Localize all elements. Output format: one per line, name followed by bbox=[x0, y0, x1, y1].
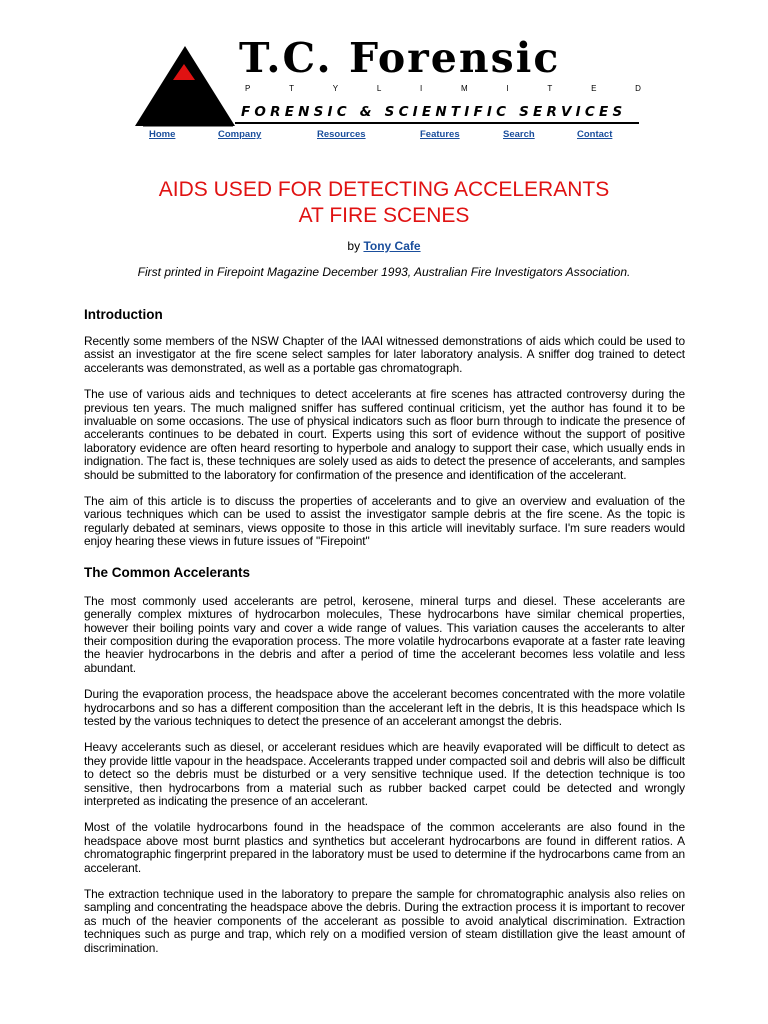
brand-pty-letter: P bbox=[245, 84, 251, 93]
publication-note: First printed in Firepoint Magazine December 1993, Australian Fire Investigators Association. bbox=[137, 265, 631, 279]
brand-pty-letter: M bbox=[461, 84, 468, 93]
byline-prefix: by bbox=[347, 239, 361, 253]
article-title bbox=[0, 177, 768, 229]
brand-pty-letter: T bbox=[547, 84, 553, 93]
paragraph: The use of various aids and techniques to detect accelerants at fire scenes has attracted controversy during the previous ten years. The much maligned sniffer has suffered continual criticism, yet the author has found it to be invaluable on some occasions. The use of physical indicators such as floor burn through to indicate the presence of accelerants continues to be debated in court. Experts using this sort of evidence without the support of positive laboratory evidence are often heard resorting to hyperbole and analogy to support their case, which usually ends in indignation. The fact is, these techniques are solely used as aids to detect the presence of accelerants, and samples should be submitted to the laboratory for confirmation of the presence and identification of the accelerant. bbox=[84, 387, 685, 482]
article-title-line1: AIDS USED FOR DETECTING ACCELERANTS bbox=[158, 178, 610, 201]
brand-pty-letter: T bbox=[289, 84, 294, 93]
paragraph: The aim of this article is to discuss the properties of accelerants and to give an overview and evaluation of the various techniques which can be used to assist the investigator sample debris at the fire scene. As the topic is regularly debated at seminars, views opposite to those in this article will inevitably surface. I'm sure readers would enjoy hearing these views in future issues of "Firepoint" bbox=[84, 494, 685, 549]
paragraph: The most commonly used accelerants are petrol, kerosene, mineral turps and diesel. These accelerants are generally complex mixtures of hydrocarbon molecules, These hydrocarbons have similar chemical properties, however their boiling points vary and cover a wide range of values. This variation causes the accelerants to alter their composition during the evaporation process. The more volatile hydrocarbons evaporate at a faster rate leaving the heavier hydrocarbons in the debris and after a period of time the accelerant becomes less volatile and less abundant. bbox=[84, 593, 685, 675]
brand-pty-letter: L bbox=[376, 84, 382, 93]
paragraph: During the evaporation process, the headspace above the accelerant becomes concentrated with the more volatile hydrocarbons and so has a different composition than the accelerant left in the debris, It is this headspace which Is tested by the various techniques to detect the presence of an accelerant amongst the debris. bbox=[84, 687, 685, 728]
brand-divider bbox=[235, 122, 639, 124]
section-heading-introduction: Introduction bbox=[84, 307, 163, 322]
article-body bbox=[84, 306, 685, 968]
paragraph: Most of the volatile hydrocarbons found in the headspace of the common accelerants are also found in the headspace above most burnt plastics and synthetics but accelerant hydrocarbons are found in different ratios. A chromatographic fingerprint prepared in the laboratory must be used to determine if the hydrocarbons came from an accelerant. bbox=[84, 820, 685, 875]
brand-pty-letter: Y bbox=[332, 84, 339, 93]
paragraph: Recently some members of the NSW Chapter of the IAAI witnessed demonstrations of aids which could be used to assist an investigator at the fire scene select samples for later laboratory analysis. A sniffer dog trained to detect accelerants was demonstrated, as well as a portable gas chromatograph. bbox=[84, 334, 685, 375]
company-logo[interactable] bbox=[133, 34, 643, 130]
nav-link-features[interactable]: Features bbox=[420, 129, 460, 140]
brand-pty-letter: E bbox=[591, 84, 597, 93]
section-heading-common-accelerants: The Common Accelerants bbox=[84, 564, 251, 580]
nav-link-company[interactable]: Company bbox=[218, 129, 262, 140]
nav-link-resources[interactable]: Resources bbox=[317, 129, 366, 140]
brand-pty-limited bbox=[245, 84, 641, 93]
article-title-line2: AT FIRE SCENES bbox=[298, 204, 470, 227]
paragraph: Heavy accelerants such as diesel, or accelerant residues which are heavily evaporated will be difficult to detect as they provide little vapour in the headspace. Accelerants trapped under compacted soil and debris will also be difficult to detect so the debris must be disturbed or a very sensitive technique used. If the detection technique is too sensitive, then hydrocarbons from a material such as rubber backed carpet could be detected and wrongly interpreted as indicating the presence of an accelerant. bbox=[84, 740, 685, 808]
top-nav bbox=[0, 129, 768, 143]
triangle-logo-icon bbox=[133, 44, 237, 128]
nav-link-contact[interactable]: Contact bbox=[577, 129, 613, 140]
brand-title: T.C. Forensic bbox=[239, 34, 561, 82]
paragraph: The extraction technique used in the laboratory to prepare the sample for chromatographic analysis also relies on sampling and concentrating the headspace above the debris. During the extraction process it is important to recover as much of the heavier components of the accelerant as possible to avoid analytical discrimination. Extraction techniques such as purge and trap, which rely on a modified version of steam distillation give the least amount of discrimination. bbox=[84, 887, 685, 955]
author-link[interactable]: Tony Cafe bbox=[363, 239, 421, 253]
brand-pty-letter: I bbox=[506, 84, 509, 93]
brand-pty-letter: I bbox=[420, 84, 423, 93]
brand-subtitle: FORENSIC & SCIENTIFIC SERVICES bbox=[241, 104, 627, 120]
byline bbox=[0, 239, 768, 253]
nav-link-home[interactable]: Home bbox=[149, 129, 176, 140]
nav-link-search[interactable]: Search bbox=[503, 129, 535, 140]
brand-pty-letter: D bbox=[635, 84, 641, 93]
